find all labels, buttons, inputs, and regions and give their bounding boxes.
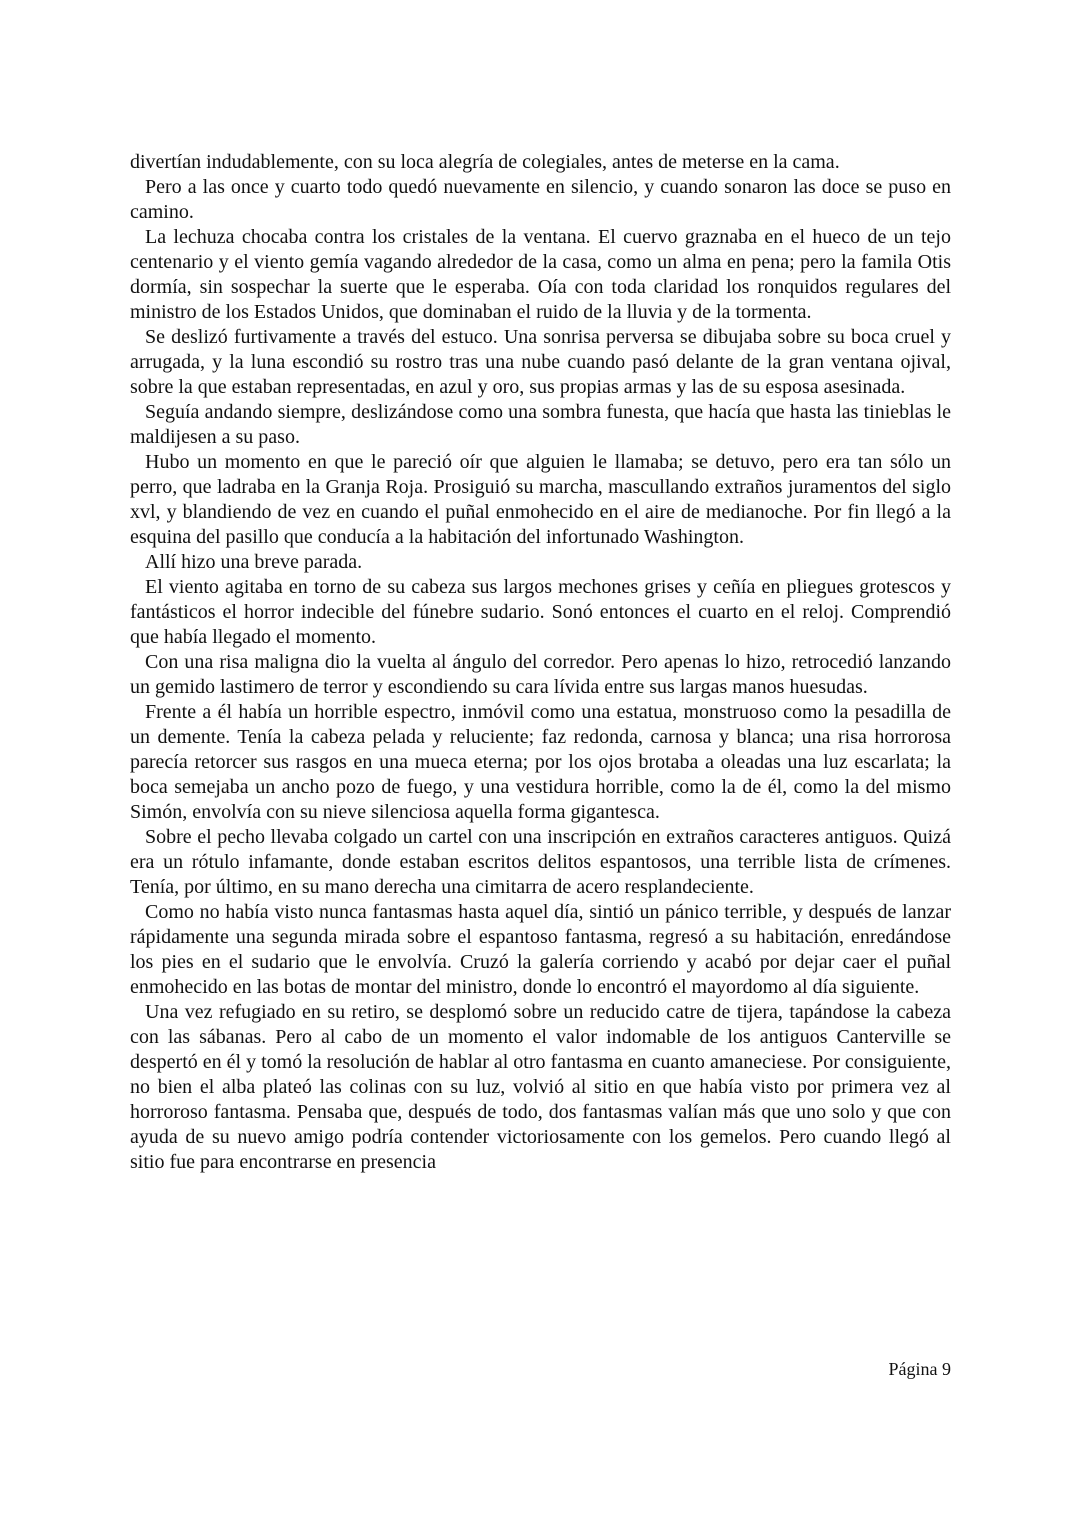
- paragraph: divertían indudablemente, con su loca alegría de colegiales, antes de meterse en la cama.: [130, 151, 840, 173]
- paragraph: Sobre el pecho llevaba colgado un cartel con una inscripción en extraños caracteres antiguos. Quizá era un rótulo infamante, donde estaban escritos delitos espantosos, una terrible lista de crímenes. Tenía, por último, en su mano derecha una cimitarra de acero resplandeciente.: [130, 826, 951, 898]
- paragraph: Se deslizó furtivamente a través del estuco. Una sonrisa perversa se dibujaba sobre su boca cruel y arrugada, y la luna escondió su rostro tras una nube cuando pasó delante de la gran ventana ojival, sobre la que estaban representadas, en azul y oro, sus propias armas y las de su esposa asesinada.: [130, 326, 951, 398]
- paragraph: El viento agitaba en torno de su cabeza sus largos mechones grises y ceñía en pliegues grotescos y fantásticos el horror indecible del fúnebre sudario. Sonó entonces el cuarto en el reloj. Comprendió que había llegado el momento.: [130, 576, 951, 648]
- paragraph: Como no había visto nunca fantasmas hasta aquel día, sintió un pánico terrible, y después de lanzar rápidamente una segunda mirada sobre el espantoso fantasma, regresó a su habitación, enredándose los pies en el sudario que le envolvía. Cruzó la galería corriendo y acabó por dejar caer el puñal enmohecido en las botas de montar del ministro, donde lo encontró el mayordomo al día siguiente.: [130, 901, 951, 998]
- paragraph: Seguía andando siempre, deslizándose como una sombra funesta, que hacía que hasta las tinieblas le maldijesen a su paso.: [130, 401, 951, 448]
- page-number: Página 9: [888, 1359, 951, 1379]
- paragraph: Una vez refugiado en su retiro, se desplomó sobre un reducido catre de tijera, tapándose la cabeza con las sábanas. Pero al cabo de un momento el valor indomable de los antiguos Canterville se despertó en él y tomó la resolución de hablar al otro fantasma en cuanto amaneciese. Por consiguiente, no bien el alba plateó las colinas con su luz, volvió al sitio en que había visto por primera vez al horroroso fantasma. Pensaba que, después de todo, dos fantasmas valían más que uno solo y que con ayuda de su nuevo amigo podría contender victoriosamente con los gemelos. Pero cuando llegó al sitio fue para encontrarse en presencia: [130, 1001, 951, 1173]
- body-text: [130, 150, 951, 1175]
- paragraph: Con una risa maligna dio la vuelta al ángulo del corredor. Pero apenas lo hizo, retrocedió lanzando un gemido lastimero de terror y escondiendo su cara lívida entre sus largas manos huesudas.: [130, 651, 951, 698]
- paragraph: Hubo un momento en que le pareció oír que alguien le llamaba; se detuvo, pero era tan sólo un perro, que ladraba en la Granja Roja. Prosiguió su marcha, mascullando extraños juramentos del siglo xvl, y blandiendo de vez en cuando el puñal enmohecido en el aire de medianoche. Por fin llegó a la esquina del pasillo que conducía a la habitación del infortunado Washington.: [130, 451, 951, 548]
- paragraph: La lechuza chocaba contra los cristales de la ventana. El cuervo graznaba en el hueco de un tejo centenario y el viento gemía vagando alrededor de la casa, como un alma en pena; pero la famila Otis dormía, sin sospechar la suerte que le esperaba. Oía con toda claridad los ronquidos regulares del ministro de los Estados Unidos, que dominaban el ruido de la lluvia y de la tormenta.: [130, 226, 951, 323]
- paragraph: Pero a las once y cuarto todo quedó nuevamente en silencio, y cuando sonaron las doce se puso en camino.: [130, 176, 951, 223]
- paragraph: Allí hizo una breve parada.: [145, 551, 363, 573]
- paragraph: Frente a él había un horrible espectro, inmóvil como una estatua, monstruoso como la pesadilla de un demente. Tenía la cabeza pelada y reluciente; faz redonda, carnosa y blanca; una risa horrorosa parecía retorcer sus rasgos en una mueca eterna; por los ojos brotaba a oleadas una luz escarlata; la boca semejaba un ancho pozo de fuego, y una vestidura horrible, como la de él, como la del mismo Simón, envolvía con su nieve silenciosa aquella forma gigantesca.: [130, 701, 951, 823]
